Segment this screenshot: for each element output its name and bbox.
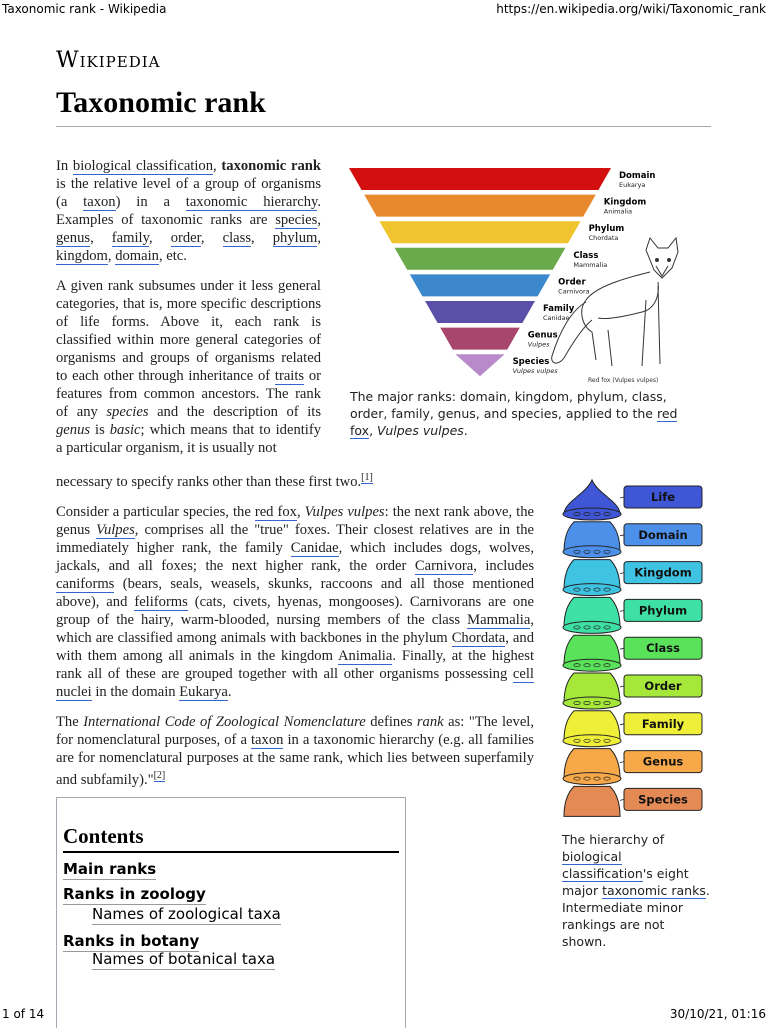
stack-label-phylum: Phylum (638, 603, 688, 618)
pyramid-rank-family: Family (542, 304, 575, 314)
pyramid-example-species: Vulpes vulpes (512, 367, 558, 376)
link-carnivora[interactable]: Carnivora (414, 558, 474, 574)
red-fox-drawing (552, 238, 678, 366)
link-phylum[interactable]: phylum (272, 230, 318, 246)
link-chordata[interactable]: Chordata (451, 630, 506, 646)
taxonomic-pyramid-figure[interactable] (346, 160, 710, 384)
pyramid-example-order: Carnivora (558, 287, 590, 296)
iczn-paragraph: The International Code of Zoological Nomenclature defines rank as: "The level, for nomenclatural purposes, of a taxon in a taxonomic hierarchy (e.g. all families are for nomenclatural purposes at the same rank, which lies between superfamily and subfamily)."[2] (56, 714, 534, 788)
stack-connector (620, 724, 624, 725)
link-animalia[interactable]: Animalia (338, 648, 393, 664)
stack-label-kingdom: Kingdom (634, 565, 692, 580)
pyramid-band-species (455, 354, 504, 376)
stack-connector (620, 648, 624, 649)
bold-term: taxonomic rank (221, 158, 322, 174)
link-caption-taxonomic-ranks[interactable]: taxonomic ranks (602, 883, 706, 898)
pyramid-caption: The major ranks: domain, kingdom, phylum, class, order, family, genus, and species, applied to the red fox, Vulpes vulpes. (350, 389, 678, 438)
toc-item-names-of-zoological-taxa[interactable]: Names of zoological taxa (92, 905, 281, 923)
stack-plate-phylum (563, 621, 621, 633)
header-title: Taxonomic rank - Wikipedia (2, 2, 167, 16)
title-divider (56, 126, 711, 127)
stack-plate-order (563, 697, 621, 709)
pyramid-rank-class: Class (573, 250, 599, 261)
stack-plate-family (563, 735, 621, 747)
link-traits[interactable]: traits (274, 368, 305, 384)
link-canidae[interactable]: Canidae (290, 540, 339, 556)
link-caption-red-fox[interactable]: red fox (350, 406, 678, 438)
page-title: Taxonomic rank (56, 86, 266, 119)
pyramid-example-class: Mammalia (573, 260, 608, 269)
rank-paragraph-tail: necessary to specify ranks other than these first two.[1] (56, 472, 373, 490)
link-class[interactable]: class (222, 230, 252, 246)
stack-plate-genus (563, 773, 621, 785)
stack-plate-life (563, 508, 621, 520)
link-species[interactable]: species (275, 212, 318, 228)
stack-connector (620, 686, 624, 687)
pyramid-rank-order: Order (558, 277, 586, 288)
page-count: 1 of 14 (2, 1007, 45, 1021)
browser-header (0, 0, 768, 20)
ref-1[interactable]: [1] (361, 472, 373, 483)
link-family[interactable]: family (111, 230, 149, 246)
wikipedia-logo[interactable]: Wikipedia (56, 48, 161, 73)
hierarchy-stack-figure[interactable] (558, 476, 708, 826)
toc-item-main-ranks[interactable]: Main ranks (63, 860, 157, 878)
stack-label-life: Life (650, 490, 676, 504)
stack-connector (620, 573, 624, 574)
fox-label: Red fox (Vulpes vulpes) (588, 377, 659, 384)
link-biological-classification[interactable]: biological classification (72, 158, 214, 174)
link-taxon[interactable]: taxon (83, 194, 116, 210)
stack-connector (620, 762, 624, 763)
toc-item-names-of-botanical-taxa[interactable]: Names of botanical taxa (92, 950, 276, 968)
stack-bell-species (564, 786, 620, 816)
link-vulpes[interactable]: Vulpes (96, 522, 135, 538)
toc-title: Contents (63, 824, 144, 848)
pyramid-rank-kingdom: Kingdom (603, 197, 647, 208)
stack-label-order: Order (644, 679, 682, 693)
rank-paragraph: A given rank subsumes under it less general categories, that is, more specific descriptions of life forms. Above it, each rank is classified within more general categories of organisms and groups of organisms related to each other through inheritance of traits or features from common ancestors. The rank of any species and the description of its genus is basic; which means that to identify a particular organism, it is usually not (56, 278, 322, 456)
link-kingdom[interactable]: kingdom (56, 248, 108, 264)
link-caniforms[interactable]: caniforms (56, 576, 115, 592)
pyramid-band-family (425, 301, 535, 323)
pyramid-rank-phylum: Phylum (588, 224, 625, 235)
table-of-contents (56, 797, 406, 1028)
stack-label-family: Family (641, 716, 685, 731)
fox-paragraph: Consider a particular species, the red fox, Vulpes vulpes: the next rank above, the genus Vulpes, comprises all the "true" foxes. Their closest relatives are in the immediately higher rank, the family Canidae, which includes dogs, wolves, jackals, and all foxes; the next higher rank, the order Carnivora, includes caniforms (bears, seals, weasels, skunks, raccoons and all those mentioned above), and feliforms (cats, civets, hyenas, mongooses). Carnivorans are one group of the hairy, warm-blooded, nursing members of the class Mammalia, which are classified among animals with backbones in the phylum Chordata, and with them among all animals in the kingdom Animalia. Finally, at the highest rank all of these are grouped together with all other organisms possessing cell nuclei in the domain Eukarya. (56, 504, 535, 700)
link-caption-biological-classification[interactable]: biological classification (562, 849, 643, 881)
pyramid-band-genus (440, 328, 520, 350)
pyramid-band-kingdom (364, 195, 596, 217)
toc-item-ranks-in-botany[interactable]: Ranks in botany (63, 932, 200, 950)
link-red-fox[interactable]: red fox (254, 504, 297, 520)
pyramid-rank-domain: Domain (619, 171, 656, 181)
link-taxonomic-hierarchy[interactable]: taxonomic hierarchy (185, 194, 318, 210)
pyramid-band-domain (349, 168, 611, 190)
pyramid-band-order (410, 274, 550, 296)
stack-label-genus: Genus (642, 754, 684, 769)
intro-paragraph: In biological classification, taxonomic rank is the relative level of a group of organisms (a taxon) in a taxonomic hierarchy. Examples of taxonomic ranks are species, genus, family, order, class, phylum, kingdom, domain, etc. (56, 158, 322, 264)
pyramid-example-kingdom: Animalia (603, 207, 633, 216)
pyramid-band-class (395, 248, 566, 270)
stack-connector (620, 799, 624, 800)
link-domain[interactable]: domain (115, 248, 159, 264)
pyramid-example-domain: Eukarya (619, 181, 646, 189)
stack-connector (620, 535, 624, 536)
hierarchy-caption: The hierarchy of biological classification's eight major taxonomic ranks. Intermediate minor rankings are not shown. (562, 832, 710, 949)
stack-plate-class (563, 659, 621, 671)
ref-2[interactable]: [2] (153, 770, 166, 781)
stack-connector (620, 610, 624, 611)
link-order[interactable]: order (170, 230, 201, 246)
print-datetime: 30/10/21, 01:16 (669, 1007, 766, 1021)
toc-divider (63, 851, 399, 853)
stack-plate-domain (563, 546, 621, 558)
link-feliforms[interactable]: feliforms (134, 594, 188, 610)
stack-label-species: Species (638, 792, 688, 807)
stack-label-domain: Domain (638, 527, 688, 542)
pyramid-band-phylum (379, 221, 580, 243)
link-cell-nuclei[interactable]: cell nuclei (56, 666, 534, 700)
stack-connector (620, 497, 624, 498)
pyramid-example-genus: Vulpes (527, 340, 550, 349)
link-mammalia[interactable]: Mammalia (467, 612, 531, 628)
stack-label-class: Class (646, 641, 680, 656)
link-taxon-2[interactable]: taxon (251, 732, 284, 748)
link-eukarya[interactable]: Eukarya (179, 684, 228, 700)
header-url[interactable]: https://en.wikipedia.org/wiki/Taxonomic_rank (496, 2, 766, 16)
pyramid-rank-genus: Genus (527, 330, 558, 341)
pyramid-example-family: Canidae (542, 314, 570, 322)
pyramid-rank-species: Species (512, 357, 550, 368)
toc-item-ranks-in-zoology[interactable]: Ranks in zoology (63, 885, 206, 903)
link-genus[interactable]: genus (56, 230, 91, 246)
pyramid-example-phylum: Chordata (588, 234, 619, 243)
stack-plate-kingdom (563, 584, 621, 596)
